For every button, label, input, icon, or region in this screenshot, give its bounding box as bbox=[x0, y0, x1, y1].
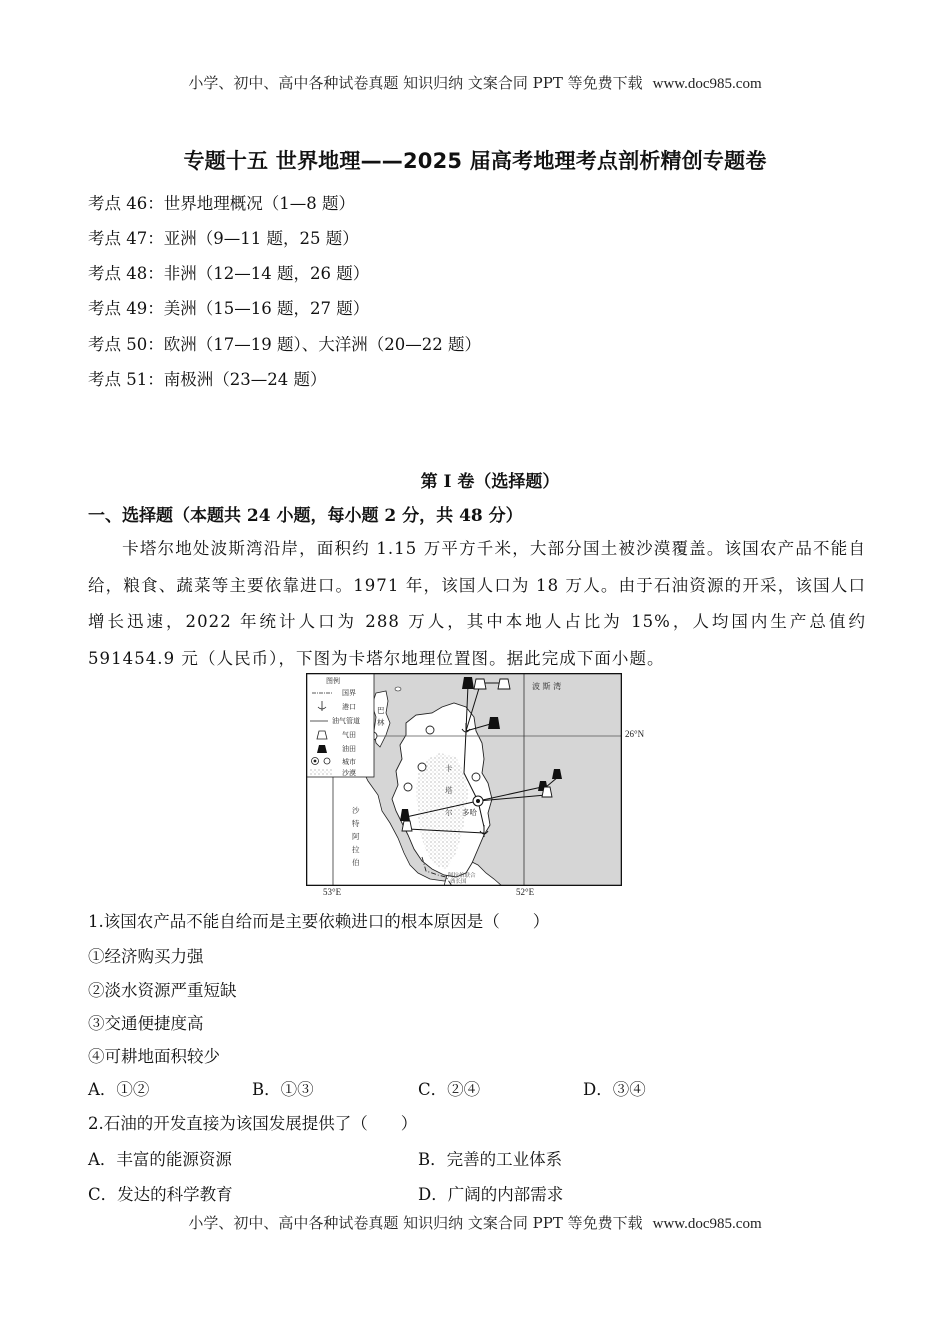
doha-capital bbox=[473, 796, 483, 806]
svg-text:城市: 城市 bbox=[342, 758, 356, 766]
svg-text:拉: 拉 bbox=[352, 845, 360, 854]
svg-text:港口: 港口 bbox=[342, 703, 356, 711]
footer-banner-url[interactable]: www.doc985.com bbox=[652, 1216, 762, 1232]
footer-banner bbox=[0, 1212, 950, 1233]
svg-text:巴: 巴 bbox=[377, 706, 385, 715]
lon-52e-label: 52°E bbox=[516, 887, 535, 897]
map-legend bbox=[306, 673, 374, 777]
q2-option-d[interactable]: D．广阔的内部需求 bbox=[418, 1185, 564, 1204]
svg-text:阿: 阿 bbox=[352, 832, 360, 841]
q1-statement-2: ②淡水资源严重短缺 bbox=[88, 981, 237, 1000]
svg-text:图例: 图例 bbox=[326, 677, 340, 685]
svg-text:沙漠: 沙漠 bbox=[342, 769, 356, 777]
lat-26n-label: 26°N bbox=[625, 729, 645, 739]
svg-text:特: 特 bbox=[352, 819, 360, 828]
q1-statement-3: ③交通便捷度高 bbox=[88, 1014, 204, 1033]
exam-point-47: 考点 47：亚洲（9—11 题，25 题） bbox=[88, 229, 359, 248]
header-banner bbox=[0, 72, 950, 93]
svg-text:塔: 塔 bbox=[445, 786, 453, 795]
header-banner-url[interactable]: www.doc985.com bbox=[652, 76, 762, 92]
svg-text:林: 林 bbox=[377, 718, 385, 727]
passage-text: 卡塔尔地处波斯湾沿岸，面积约 1.15 万平方千米，大部分国土被沙漠覆盖。该国农产品不能自给，粮食、蔬菜等主要依靠进口。1971 年，该国人口为 18 万人。由于石油资源的开采，该国人口增长迅速，2022 年统计人口为 288 万人，其中本地人占比为 15%，人均国内生产总值约 591454.9 元（人民币），下图为卡塔尔地理位置图。据此完成下面小题。 bbox=[88, 539, 866, 668]
q1-statement-4: ④可耕地面积较少 bbox=[88, 1047, 220, 1066]
section-title: 第 I 卷（选择题） bbox=[420, 472, 560, 492]
passage bbox=[88, 531, 866, 677]
svg-text:酋长国: 酋长国 bbox=[450, 879, 467, 885]
q2-option-c[interactable]: C．发达的科学教育 bbox=[88, 1185, 233, 1204]
q1-option-b[interactable]: B．①③ bbox=[252, 1080, 314, 1099]
svg-text:沙: 沙 bbox=[352, 806, 360, 815]
footer-banner-text: 小学、初中、高中各种试卷真题 知识归纳 文案合同 PPT 等免费下载 bbox=[188, 1214, 643, 1232]
svg-text:油气管道: 油气管道 bbox=[332, 717, 360, 725]
svg-text:阿拉伯联合: 阿拉伯联合 bbox=[448, 873, 476, 879]
svg-text:油田: 油田 bbox=[342, 745, 356, 753]
header-banner-text: 小学、初中、高中各种试卷真题 知识归纳 文案合同 PPT 等免费下载 bbox=[188, 74, 643, 92]
svg-text:尔: 尔 bbox=[445, 808, 453, 817]
exam-point-48: 考点 48：非洲（12—14 题，26 题） bbox=[88, 264, 370, 283]
q2-option-a[interactable]: A．丰富的能源资源 bbox=[88, 1150, 232, 1169]
svg-text:伯: 伯 bbox=[352, 858, 360, 867]
lon-53e-label: 53°E bbox=[323, 887, 342, 897]
svg-text:国界: 国界 bbox=[342, 689, 356, 697]
exam-point-51: 考点 51：南极洲（23—24 题） bbox=[88, 370, 327, 389]
q1-option-d[interactable]: D．③④ bbox=[583, 1080, 646, 1099]
question-1-stem: 1.该国农产品不能自给而是主要依赖进口的根本原因是（ ） bbox=[88, 912, 550, 931]
page-title: 专题十五 世界地理——2025 届高考地理考点剖析精创专题卷 bbox=[183, 149, 767, 173]
exam-point-46: 考点 46：世界地理概况（1—8 题） bbox=[88, 194, 355, 213]
exam-point-50: 考点 50：欧洲（17—19 题）、大洋洲（20—22 题） bbox=[88, 335, 481, 354]
question-2-stem: 2.石油的开发直接为该国发展提供了（ ） bbox=[88, 1114, 418, 1133]
q1-option-a[interactable]: A．①② bbox=[88, 1080, 150, 1099]
q1-statement-1: ①经济购买力强 bbox=[88, 947, 204, 966]
svg-text:卡: 卡 bbox=[445, 764, 453, 773]
q2-option-b[interactable]: B．完善的工业体系 bbox=[418, 1150, 563, 1169]
qatar-location-map bbox=[306, 673, 622, 886]
exam-point-49: 考点 49：美洲（15—16 题，27 题） bbox=[88, 299, 370, 318]
q1-option-c[interactable]: C．②④ bbox=[418, 1080, 481, 1099]
svg-text:气田: 气田 bbox=[342, 731, 356, 739]
svg-text:波 斯 湾: 波 斯 湾 bbox=[532, 682, 562, 691]
section-subtitle: 一、选择题（本题共 24 小题，每小题 2 分，共 48 分） bbox=[88, 506, 523, 526]
svg-text:多哈: 多哈 bbox=[462, 808, 477, 817]
